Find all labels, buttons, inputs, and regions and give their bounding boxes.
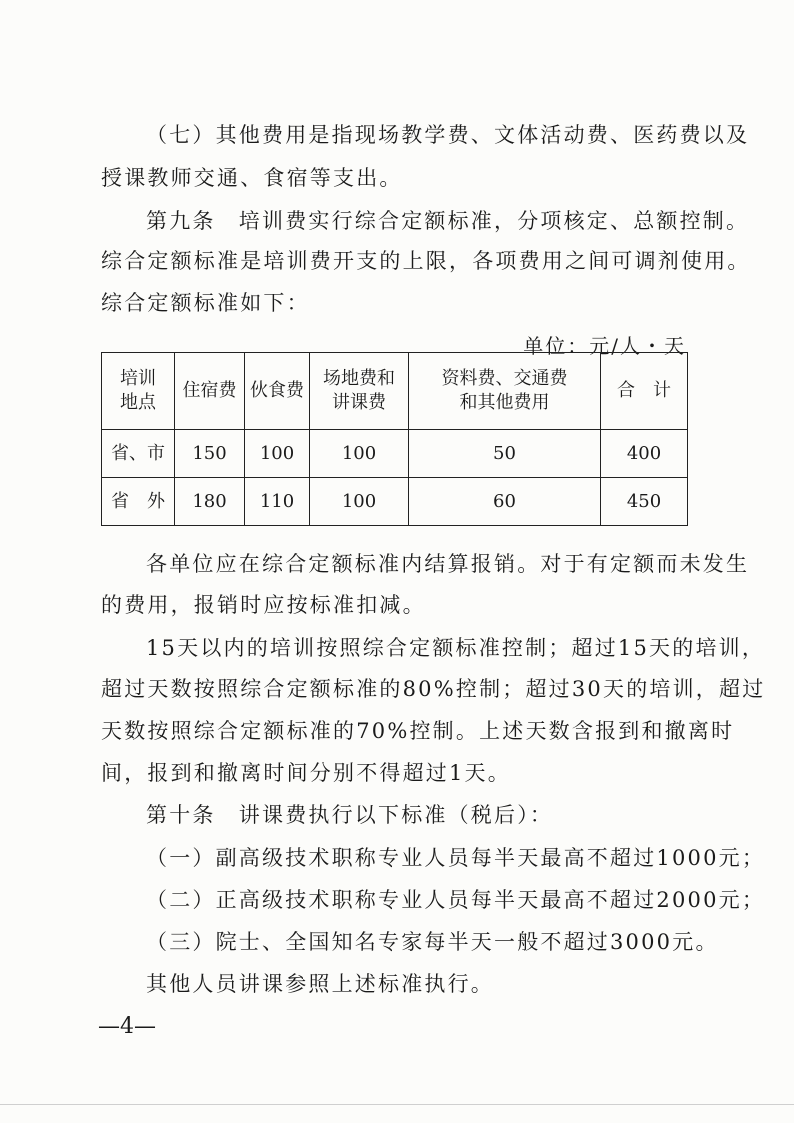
cell-lodging: 150: [175, 430, 245, 478]
cell-meals: 100: [245, 430, 310, 478]
cell-meals: 110: [245, 478, 310, 526]
table-unit-label: 单位：元/人・天: [523, 334, 686, 358]
header-venue: [310, 353, 409, 430]
header-materials-line-1: 资料费、交通费: [441, 368, 568, 389]
days-rule-line-2: 超过天数按照综合定额标准的80%控制；超过30天的培训，超过: [101, 677, 766, 701]
article-9-line-3: 综合定额标准如下：: [101, 291, 310, 315]
paragraph-7-line-2: 授课教师交通、食宿等支出。: [101, 166, 403, 190]
days-rule-line-4: 间，报到和撤离时间分别不得超过1天。: [101, 761, 511, 785]
paragraph-7-line-1: （七）其他费用是指现场教学费、文体活动费、医药费以及: [146, 123, 750, 147]
table-row: [102, 430, 688, 478]
cell-place: 省 外: [102, 478, 175, 526]
after-table-line-2: 的费用，报销时应按标准扣减。: [101, 593, 426, 617]
lecture-fee-item-3: （三）院士、全国知名专家每半天一般不超过3000元。: [146, 930, 719, 954]
table-row: [102, 478, 688, 526]
table-header-row: [102, 353, 688, 430]
header-total: 合 计: [601, 353, 688, 430]
header-meals: 伙食费: [245, 353, 310, 430]
cell-place: 省、市: [102, 430, 175, 478]
article-9-line-2: 综合定额标准是培训费开支的上限，各项费用之间可调剂使用。: [101, 249, 751, 273]
cell-total: 400: [601, 430, 688, 478]
other-personnel-paragraph: 其他人员讲课参照上述标准执行。: [146, 972, 494, 996]
header-venue-line-1: 场地费和: [323, 368, 395, 389]
cell-venue: 100: [310, 430, 409, 478]
article-10: 第十条 讲课费执行以下标准（税后）：: [146, 803, 554, 827]
after-table-line-1: 各单位应在综合定额标准内结算报销。对于有定额而未发生: [146, 552, 750, 576]
header-place-line-1: 培训: [120, 368, 156, 389]
lecture-fee-item-2: （二）正高级技术职称专业人员每半天最高不超过2000元；: [146, 888, 766, 912]
scan-edge-line: [0, 1104, 794, 1105]
training-fee-table: [101, 352, 688, 526]
lecture-fee-item-1: （一）副高级技术职称专业人员每半天最高不超过1000元；: [146, 846, 766, 870]
header-place-line-2: 地点: [120, 392, 156, 413]
days-rule-line-3: 天数按照综合定额标准的70%控制。上述天数含报到和撤离时: [101, 719, 735, 743]
cell-venue: 100: [310, 478, 409, 526]
cell-materials: 60: [409, 478, 601, 526]
page-number: —4—: [98, 1014, 156, 1039]
cell-total: 450: [601, 478, 688, 526]
header-materials: [409, 353, 601, 430]
header-materials-line-2: 和其他费用: [459, 392, 550, 413]
article-9-line-1: 第九条 培训费实行综合定额标准，分项核定、总额控制。: [146, 209, 750, 233]
header-venue-line-2: 讲课费: [332, 392, 386, 413]
header-place: [102, 353, 175, 430]
cell-materials: 50: [409, 430, 601, 478]
cell-lodging: 180: [175, 478, 245, 526]
header-lodging: 住宿费: [175, 353, 245, 430]
days-rule-line-1: 15天以内的培训按照综合定额标准控制；超过15天的培训，: [146, 636, 766, 660]
